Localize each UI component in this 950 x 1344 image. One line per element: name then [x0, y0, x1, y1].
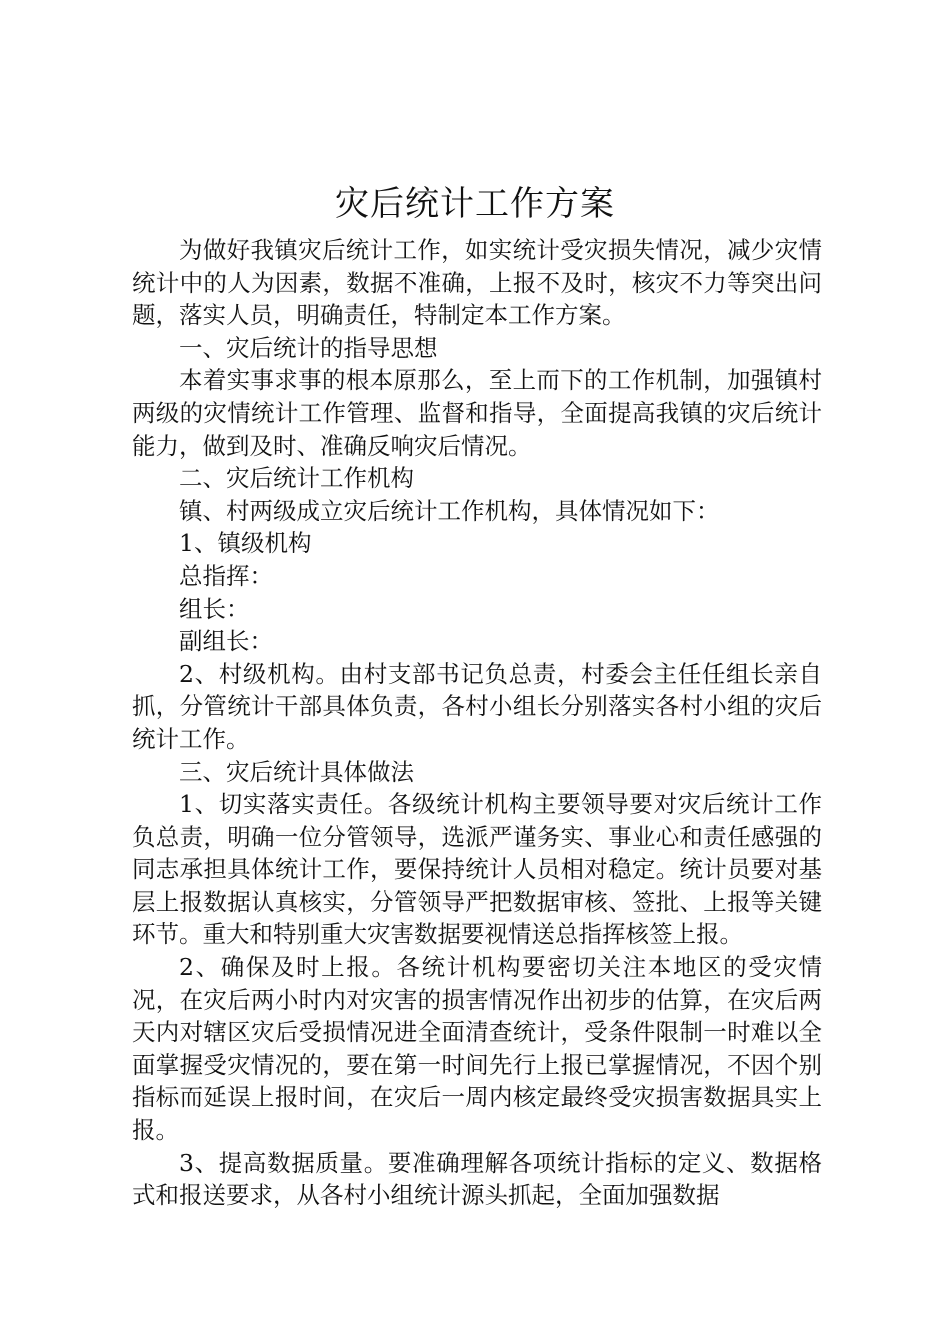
heading-methods: 三、灾后统计具体做法 — [179, 757, 414, 786]
document-body — [132, 234, 822, 1212]
heading-guiding-principle: 一、灾后统计的指导思想 — [179, 333, 438, 362]
paragraph-guiding-principle: 本着实事求事的根本原那么，至上而下的工作机制，加强镇村两级的灾情统计工作管理、监督和指导，全面提高我镇的灾后统计能力，做到及时、准确反响灾后情况。 — [132, 366, 822, 460]
document-title: 灾后统计工作方案 — [335, 184, 615, 224]
paragraph-intro: 为做好我镇灾后统计工作，如实统计受灾损失情况，减少灾情统计中的人为因素，数据不准确，上报不及时，核灾不力等突出问题，落实人员，明确责任，特制定本工作方案。 — [132, 236, 822, 330]
field-commander: 总指挥： — [179, 561, 273, 590]
paragraph-timely-reporting: 2、确保及时上报。各统计机构要密切关注本地区的受灾情况，在灾后两小时内对灾害的损害情况作出初步的估算，在灾后两天内对辖区灾后受损情况进全面清查统计，受条件限制一时难以全面掌握受灾情况的，要在第一时间先行上报已掌握情况，不因个别指标而延误上报时间，在灾后一周内核定最终受灾损害数据具实上报。 — [132, 953, 822, 1145]
subheading-town-level: 1、镇级机构 — [179, 529, 312, 558]
paragraph-organization: 镇、村两级成立灾后统计工作机构，具体情况如下： — [179, 496, 720, 525]
field-deputy-leader: 副组长： — [179, 627, 273, 656]
paragraph-data-quality: 3、提高数据质量。要准确理解各项统计指标的定义、数据格式和报送要求，从各村小组统计源头抓起，全面加强数据 — [132, 1148, 822, 1210]
field-leader: 组长： — [179, 594, 250, 623]
paragraph-responsibility: 1、切实落实责任。各级统计机构主要领导要对灾后统计工作负总责，明确一位分管领导，选派严谨务实、事业心和责任感强的同志承担具体统计工作，要保持统计人员相对稳定。统计员要对基层上报数据认真核实，分管领导严把数据审核、签批、上报等关键环节。重大和特别重大灾害数据要视情送总指挥核签上报。 — [132, 790, 822, 949]
paragraph-village-level: 2、村级机构。由村支部书记负总责，村委会主任任组长亲自抓，分管统计干部具体负责，各村小组长分别落实各村小组的灾后统计工作。 — [132, 659, 822, 753]
heading-organization: 二、灾后统计工作机构 — [179, 464, 414, 493]
